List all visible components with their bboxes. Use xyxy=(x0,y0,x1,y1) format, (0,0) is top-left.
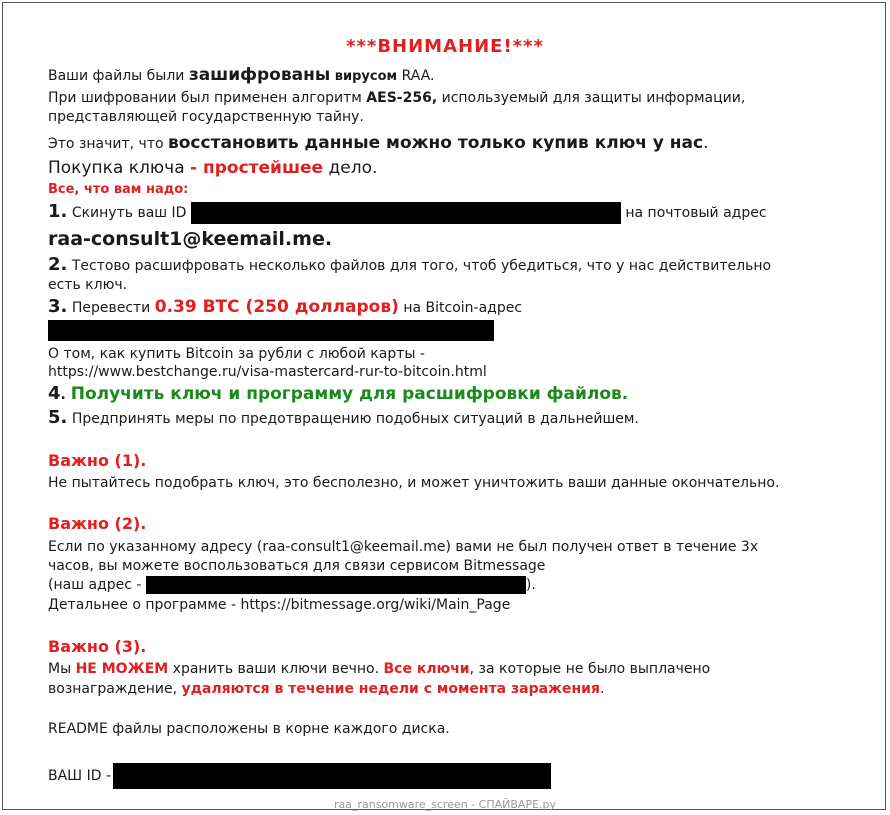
intro-line-6: Все, что вам надо: xyxy=(48,182,189,197)
important-2-line-3: (наш адрес - ). xyxy=(48,577,536,593)
intro-line-4: Это значит, что восстановить данные можно только купив ключ у нас. xyxy=(48,133,709,153)
step-2-cont: есть ключ. xyxy=(48,277,128,293)
important-2-heading: Важно (2). xyxy=(48,514,147,533)
watermark-caption: raa_ransomware_screen - СПАЙВАРЕ.ру xyxy=(333,798,557,811)
step-2: 2. Тестово расшифровать несколько файлов для того, чтоб убедиться, что у нас действительно xyxy=(48,254,772,275)
step-1: 1. Скинуть ваш ID на почтовый адрес xyxy=(48,201,767,222)
important-1-text: Не пытайтесь подобрать ключ, это бесполезно, и может уничтожить ваши данные окончательно. xyxy=(48,475,780,491)
contact-email: raa-consult1@keemail.me. xyxy=(48,228,333,250)
your-id-line: ВАШ ID - xyxy=(48,763,551,789)
redacted-id-box xyxy=(191,202,621,224)
intro-line-1: Ваши файлы были зашифрованы вирусом RAA. xyxy=(48,65,435,85)
step-5: 5. Предпринять меры по предотвращению подобных ситуаций в дальнейшем. xyxy=(48,407,639,428)
step-3: 3. Перевести 0.39 BTC (250 долларов) на Bitcoin-адрес xyxy=(48,296,523,317)
redacted-bitmessage-address xyxy=(146,576,526,594)
redacted-your-id xyxy=(113,763,551,789)
redacted-bitcoin-address xyxy=(48,320,494,341)
important-1-heading: Важно (1). xyxy=(48,451,147,470)
intro-line-2: При шифровании был применен алгоритм AES-256, используемый для защиты информации, xyxy=(48,90,746,106)
readme-note: README файлы расположены в корне каждого диска. xyxy=(48,721,450,737)
note-title: ***ВНИМАНИЕ!*** xyxy=(346,36,544,57)
intro-line-5: Покупка ключа - простейшее дело. xyxy=(48,158,378,178)
important-3-line-2: вознаграждение, удаляются в течение недели с момента заражения. xyxy=(48,681,605,697)
important-2-line-2: часов, вы можете воспользоваться для связи сервисом Bitmessage xyxy=(48,558,546,574)
intro-line-3: представляющей государственную тайну. xyxy=(48,109,364,125)
important-2-line-4: Детальнее о программе - https://bitmessage.org/wiki/Main_Page xyxy=(48,597,511,613)
important-2-line-1: Если по указанному адресу (raa-consult1@keemail.me) вами не был получен ответ в течение 3х xyxy=(48,539,759,555)
bestchange-link: https://www.bestchange.ru/visa-mastercard-rur-to-bitcoin.html xyxy=(48,364,487,380)
step-4: 4. Получить ключ и программу для расшифровки файлов. xyxy=(48,383,629,404)
important-3-heading: Важно (3). xyxy=(48,637,147,656)
important-3-line-1: Мы НЕ МОЖЕМ хранить ваши ключи вечно. Все ключи, за которые не было выплачено xyxy=(48,661,711,677)
buy-bitcoin-line: О том, как купить Bitcoin за рубли с любой карты - xyxy=(48,346,425,362)
